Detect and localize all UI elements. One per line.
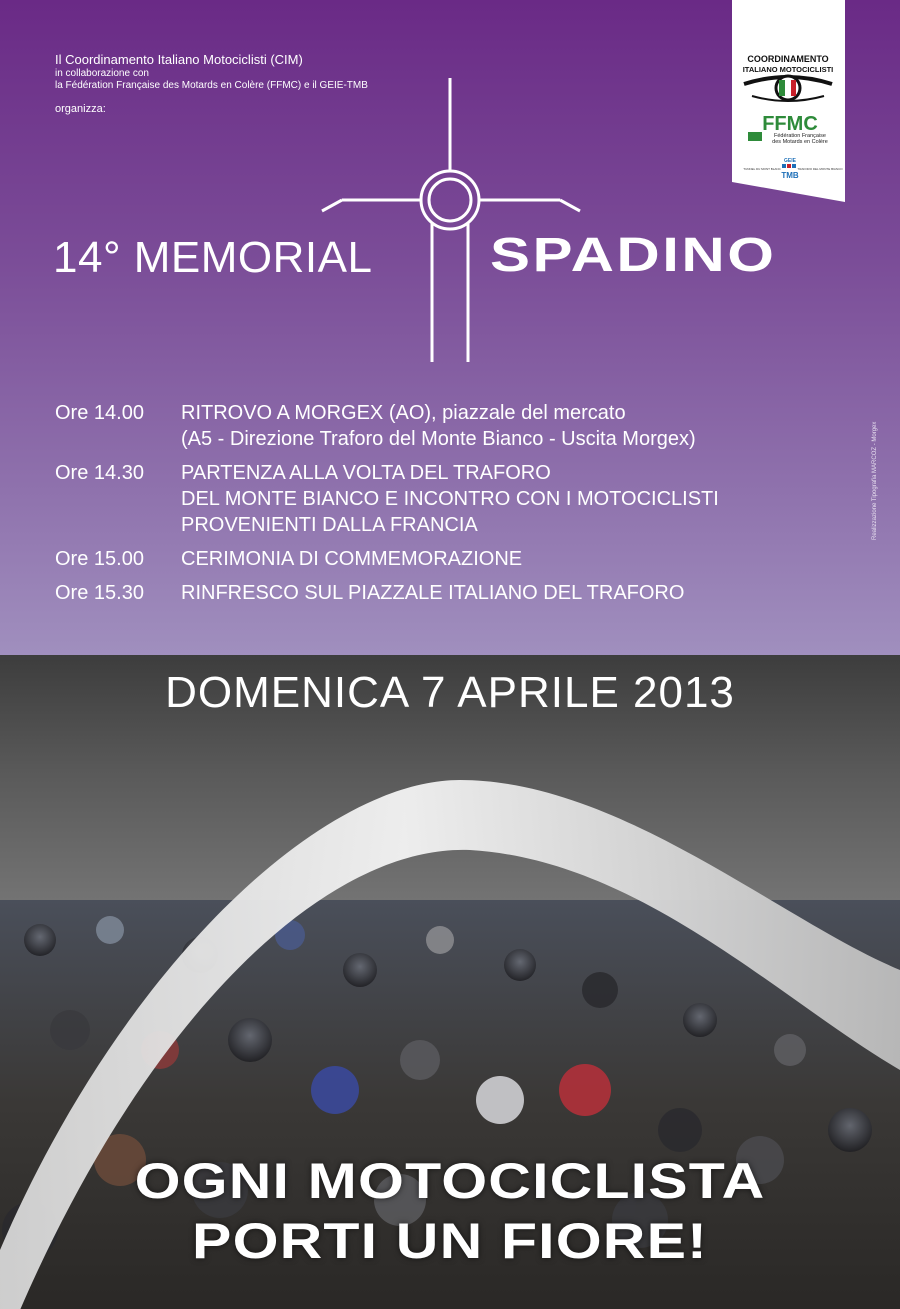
organizer-line-4: organizza: — [55, 103, 106, 115]
schedule-item — [55, 546, 719, 572]
ffmc-emblem-icon — [748, 132, 762, 141]
cim-logo-text-2: ITALIANO MOTOCICLISTI — [742, 65, 834, 74]
schedule — [55, 400, 719, 614]
schedule-item — [55, 400, 719, 452]
schedule-time: Ore 15.30 — [55, 582, 144, 604]
title-spadino: SPADINO — [490, 229, 777, 282]
schedule-time: Ore 14.30 — [55, 462, 144, 484]
organizer-line-2: in collaborazione con — [55, 68, 149, 79]
memorial-cross-icon — [310, 70, 590, 375]
ffmc-sub-2: des Motards en Colère — [772, 139, 828, 145]
organizer-line-3: la Fédération Française des Motards en Colère (FFMC) e il GEIE-TMB — [55, 80, 368, 91]
tunnel-right-text: TRAFORO DEL MONTE BIANCO — [797, 167, 843, 171]
schedule-item — [55, 460, 719, 538]
event-date: DOMENICA 7 APRILE 2013 — [165, 668, 735, 717]
slogan-line-1: OGNI MOTOCICLISTA — [134, 1153, 766, 1209]
schedule-item — [55, 580, 719, 606]
geie-logo-text: GEIE — [784, 158, 796, 164]
schedule-time: Ore 15.00 — [55, 548, 144, 570]
ffmc-logo-text: FFMC — [762, 113, 818, 135]
cim-logo-text-1: COORDINAMENTO — [747, 54, 829, 64]
slogan-line-2: PORTI UN FIORE! — [192, 1213, 708, 1269]
title-memorial: 14° MEMORIAL — [53, 233, 373, 282]
geie-emblem-icon — [782, 164, 796, 168]
schedule-description: RITROVO A MORGEX (AO), piazzale del mercato (A5 - Direzione Traforo del Monte Bianco - Uscita Morgex) — [181, 402, 696, 450]
schedule-time: Ore 14.00 — [55, 402, 144, 424]
tunnel-left-text: TUNNEL DU MONT BLANC — [743, 167, 781, 171]
organizer-line-1: Il Coordinamento Italiano Motociclisti (CIM) — [55, 52, 303, 67]
ffmc-sub-1: Fédération Française — [774, 133, 826, 139]
logos-banner — [732, 0, 845, 202]
schedule-description: CERIMONIA DI COMMEMORAZIONE — [181, 548, 523, 570]
schedule-description: RINFRESCO SUL PIAZZALE ITALIANO DEL TRAFORO — [181, 582, 685, 604]
schedule-description: PARTENZA ALLA VOLTA DEL TRAFORO DEL MONTE BIANCO E INCONTRO CON I MOTOCICLISTI PROVENIENTI DALLA FRANCIA — [181, 462, 719, 536]
printer-credit: Realizzazione Tipografia MARCOZ - Morgex — [872, 421, 878, 540]
tmb-logo-text: TMB — [781, 171, 799, 180]
